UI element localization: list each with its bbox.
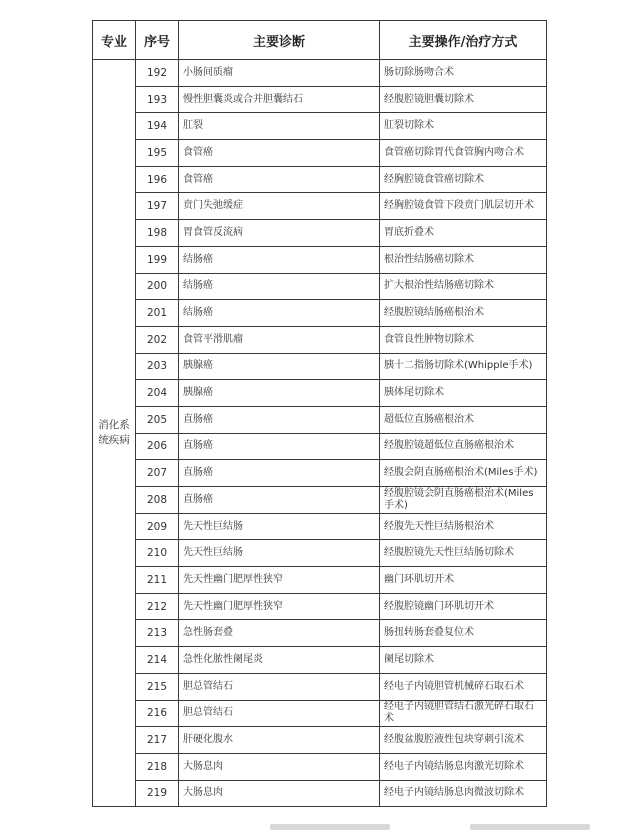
seq-cell: 193 xyxy=(136,86,179,113)
diagnosis-cell: 先天性巨结肠 xyxy=(179,513,380,540)
table-body xyxy=(93,60,547,807)
diagnosis-cell: 贲门失弛缓症 xyxy=(179,193,380,220)
operation-cell: 食管良性肿物切除术 xyxy=(380,326,547,353)
seq-cell: 209 xyxy=(136,513,179,540)
diagnosis-cell: 直肠癌 xyxy=(179,433,380,460)
operation-cell: 胃底折叠术 xyxy=(380,220,547,247)
table-row xyxy=(93,220,547,247)
diagnosis-cell: 直肠癌 xyxy=(179,406,380,433)
table-row xyxy=(93,113,547,140)
specialty-cell: 消化系统疾病 xyxy=(93,60,136,807)
table-row xyxy=(93,513,547,540)
operation-cell: 经腹会阴直肠癌根治术(Miles手术) xyxy=(380,460,547,487)
seq-cell: 195 xyxy=(136,140,179,167)
diagnosis-cell: 食管癌 xyxy=(179,140,380,167)
seq-cell: 202 xyxy=(136,326,179,353)
operation-cell: 经腹盆腹腔液性包块穿刺引流术 xyxy=(380,727,547,754)
seq-cell: 201 xyxy=(136,300,179,327)
header-specialty: 专业 xyxy=(93,21,136,60)
operation-cell: 扩大根治性结肠癌切除术 xyxy=(380,273,547,300)
diagnosis-cell: 胰腺癌 xyxy=(179,353,380,380)
operation-cell: 食管癌切除胃代食管胸内吻合术 xyxy=(380,140,547,167)
table-row xyxy=(93,620,547,647)
seq-cell: 208 xyxy=(136,487,179,514)
seq-cell: 215 xyxy=(136,673,179,700)
header-operation: 主要操作/治疗方式 xyxy=(380,21,547,60)
seq-cell: 214 xyxy=(136,647,179,674)
diagnosis-cell: 直肠癌 xyxy=(179,487,380,514)
diagnosis-cell: 小肠间质瘤 xyxy=(179,60,380,87)
diagnosis-cell: 先天性幽门肥厚性狭窄 xyxy=(179,593,380,620)
operation-cell: 胰十二指肠切除术(Whipple手术) xyxy=(380,353,547,380)
operation-cell: 肠切除肠吻合术 xyxy=(380,60,547,87)
table-row xyxy=(93,487,547,514)
table-header-row xyxy=(93,21,547,60)
footer-smudge xyxy=(270,824,390,830)
seq-cell: 204 xyxy=(136,380,179,407)
table-row xyxy=(93,753,547,780)
table-row xyxy=(93,460,547,487)
procedure-table xyxy=(92,20,547,807)
seq-cell: 211 xyxy=(136,567,179,594)
operation-cell: 胰体尾切除术 xyxy=(380,380,547,407)
seq-cell: 196 xyxy=(136,166,179,193)
diagnosis-cell: 肛裂 xyxy=(179,113,380,140)
operation-cell: 经胸腔镜食管癌切除术 xyxy=(380,166,547,193)
diagnosis-cell: 直肠癌 xyxy=(179,460,380,487)
operation-cell: 经腹腔镜会阴直肠癌根治术(Miles手术) xyxy=(380,487,547,514)
header-seq: 序号 xyxy=(136,21,179,60)
seq-cell: 213 xyxy=(136,620,179,647)
operation-cell: 经腹腔镜超低位直肠癌根治术 xyxy=(380,433,547,460)
table-row xyxy=(93,700,547,727)
table-row xyxy=(93,353,547,380)
table-row xyxy=(93,140,547,167)
table-row xyxy=(93,300,547,327)
operation-cell: 肠扭转肠套叠复位术 xyxy=(380,620,547,647)
diagnosis-cell: 先天性幽门肥厚性狭窄 xyxy=(179,567,380,594)
operation-cell: 幽门环肌切开术 xyxy=(380,567,547,594)
operation-cell: 经腹腔镜先天性巨结肠切除术 xyxy=(380,540,547,567)
table-row xyxy=(93,567,547,594)
table-row xyxy=(93,326,547,353)
seq-cell: 206 xyxy=(136,433,179,460)
diagnosis-cell: 结肠癌 xyxy=(179,300,380,327)
table-row xyxy=(93,673,547,700)
diagnosis-cell: 大肠息肉 xyxy=(179,753,380,780)
operation-cell: 阑尾切除术 xyxy=(380,647,547,674)
table-row xyxy=(93,193,547,220)
diagnosis-cell: 慢性胆囊炎或合并胆囊结石 xyxy=(179,86,380,113)
operation-cell: 肛裂切除术 xyxy=(380,113,547,140)
operation-cell: 经电子内镜结肠息肉激光切除术 xyxy=(380,753,547,780)
table-row xyxy=(93,60,547,87)
seq-cell: 194 xyxy=(136,113,179,140)
table-row xyxy=(93,593,547,620)
operation-cell: 经腹腔镜胆囊切除术 xyxy=(380,86,547,113)
seq-cell: 192 xyxy=(136,60,179,87)
table-row xyxy=(93,406,547,433)
seq-cell: 216 xyxy=(136,700,179,727)
diagnosis-cell: 急性化脓性阑尾炎 xyxy=(179,647,380,674)
diagnosis-cell: 胆总管结石 xyxy=(179,673,380,700)
seq-cell: 199 xyxy=(136,246,179,273)
diagnosis-cell: 胰腺癌 xyxy=(179,380,380,407)
table-row xyxy=(93,246,547,273)
diagnosis-cell: 食管平滑肌瘤 xyxy=(179,326,380,353)
seq-cell: 197 xyxy=(136,193,179,220)
diagnosis-cell: 肝硬化腹水 xyxy=(179,727,380,754)
seq-cell: 198 xyxy=(136,220,179,247)
table-row xyxy=(93,647,547,674)
table-row xyxy=(93,380,547,407)
operation-cell: 经胸腔镜食管下段贲门肌层切开术 xyxy=(380,193,547,220)
diagnosis-cell: 结肠癌 xyxy=(179,273,380,300)
table-row xyxy=(93,86,547,113)
header-diagnosis: 主要诊断 xyxy=(179,21,380,60)
table-row xyxy=(93,166,547,193)
diagnosis-cell: 胃食管反流病 xyxy=(179,220,380,247)
operation-cell: 经电子内镜结肠息肉微波切除术 xyxy=(380,780,547,807)
operation-cell: 经腹先天性巨结肠根治术 xyxy=(380,513,547,540)
table-row xyxy=(93,433,547,460)
diagnosis-cell: 大肠息肉 xyxy=(179,780,380,807)
seq-cell: 203 xyxy=(136,353,179,380)
operation-cell: 经电子内镜胆管机械碎石取石术 xyxy=(380,673,547,700)
operation-cell: 经腹腔镜幽门环肌切开术 xyxy=(380,593,547,620)
operation-cell: 根治性结肠癌切除术 xyxy=(380,246,547,273)
table-row xyxy=(93,727,547,754)
seq-cell: 219 xyxy=(136,780,179,807)
seq-cell: 210 xyxy=(136,540,179,567)
seq-cell: 200 xyxy=(136,273,179,300)
seq-cell: 218 xyxy=(136,753,179,780)
operation-cell: 超低位直肠癌根治术 xyxy=(380,406,547,433)
operation-cell: 经腹腔镜结肠癌根治术 xyxy=(380,300,547,327)
seq-cell: 205 xyxy=(136,406,179,433)
seq-cell: 207 xyxy=(136,460,179,487)
diagnosis-cell: 先天性巨结肠 xyxy=(179,540,380,567)
operation-cell: 经电子内镜胆管结石激光碎石取石术 xyxy=(380,700,547,727)
table-row xyxy=(93,780,547,807)
diagnosis-cell: 急性肠套叠 xyxy=(179,620,380,647)
table-row xyxy=(93,540,547,567)
diagnosis-cell: 结肠癌 xyxy=(179,246,380,273)
diagnosis-cell: 食管癌 xyxy=(179,166,380,193)
table-row xyxy=(93,273,547,300)
diagnosis-cell: 胆总管结石 xyxy=(179,700,380,727)
seq-cell: 212 xyxy=(136,593,179,620)
seq-cell: 217 xyxy=(136,727,179,754)
footer-smudge xyxy=(470,824,590,830)
